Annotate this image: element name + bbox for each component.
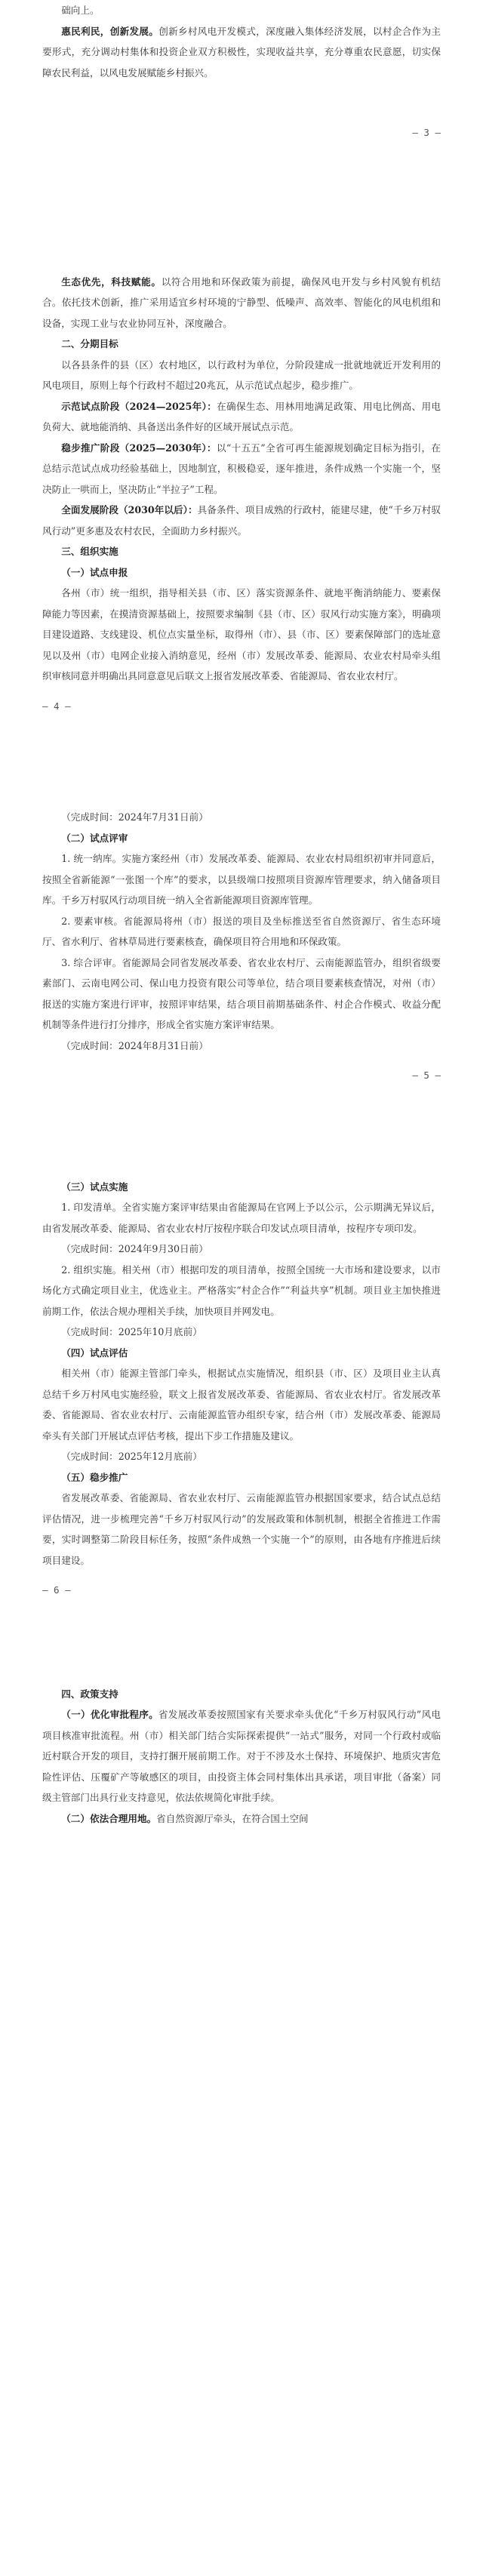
paragraph: 2. 要素审核。省能源局将州（市）报送的项目及坐标推送至省自然资源厅、省生态环境厅、省水利厅、省林草局进行要素核查，确保项目符合用地和环保政策。 <box>42 915 441 947</box>
page-number: — 3 — <box>412 127 441 138</box>
paragraph: 各州（市）统一组织，指导相关县（市、区）落实资源条件、就地平衡消纳能力、要素保障能力等因素，在摸清资源基础上，按照要求编制《县（市、区）驭风行动实施方案》，明确项目建设道路、支线建设、机位点实量坐标，取得州（市）、县（市、区）要素保障部门的选址意见以及州（市）电网企业接入消纳意见，经州（市）发展改革委、能源局、农业农村局牵头组织审核同意并明确出具同意意见后联文上报省发展改革委、省能源局、省农业农村厅。 <box>42 587 441 682</box>
date-note: （完成时间：2024年8月31日前） <box>61 1039 208 1051</box>
page-number: — 5 — <box>412 1069 441 1081</box>
subsection-heading: （二）试点评审 <box>61 832 128 844</box>
paragraph: 惠民利民，创新发展。创新乡村风电开发模式，深度融入集体经济发展，以村企合作为主要形式，充分调动村集体和投资企业双方积极性，实现收益共享，充分尊重农民意愿，切实保障农民利益，以风电发展赋能乡村振兴。 <box>42 25 441 78</box>
paragraph: 1. 印发清单。全省实施方案评审结果由省能源局在官网上予以公示，公示期满无异议后，由省发展改革委、能源局、省农业农村厅按程序联合印发试点项目清单，按程序专项印发。 <box>42 1202 441 1234</box>
subsection-heading: （五）稳步推广 <box>61 1471 128 1483</box>
date-note: （完成时间：2024年7月31日前） <box>61 811 208 823</box>
page-number: — 4 — <box>42 700 71 712</box>
date-note: （完成时间：2024年9月30日前） <box>61 1243 208 1254</box>
paragraph: （一）优化审批程序。省发展改革委按照国家有关要求牵头优化“千乡万村驭风行动”风电项目核准审批流程。州（市）相关部门结合实际探索提供“一站式”服务，对同一个行政村或临近村联合开发的项目，支持打捆开展前期工作。对于不涉及水土保持、环境保护、地质灾害危险性评估、压覆矿产等敏感区的项目，由投资主体会同村集体出具承诺，项目审批（备案）同级主管部门出具行业支持意见，依法依规简化审批手续。 <box>42 1709 441 1803</box>
paragraph: 1. 统一纳库。实施方案经州（市）发展改革委、能源局、农业农村局组织初审并同意后，按照全省新能源“一张图一个库”的要求，以县级端口按照项目资源库管理要求，纳入储备项目库。千乡万村驭风行动项目统一纳入全省新能源项目资源库管理。 <box>42 853 441 906</box>
paragraph: 全面发展阶段（2030年以后）：具备条件、项目成熟的行政村，能建尽建，使“千乡万村驭风行动”更多惠及农村农民，全面助力乡村振兴。 <box>42 504 441 537</box>
paragraph: 以各县条件的县（区）农村地区，以行政村为单位，分阶段建成一批就地就近开发利用的风电项目，原则上每个行政村不超过20兆瓦，从示范试点起步，稳步推广。 <box>42 359 441 391</box>
subsection-heading: （三）试点实施 <box>61 1180 128 1193</box>
paragraph: 相关州（市）能源主管部门牵头，根据试点实施情况，组织县（市、区）及项目业主认真总结千乡万村风电实施经验，联文上报省发展改革委、省能源局、省农业农村厅。省发展改革委、省能源局、省农业农村厅、云南能源监管办组织专家，结合州（市）发展改革委、能源局牵头有关部门开展试点评估考核，提出下步工作措施及建议。 <box>42 1368 441 1442</box>
paragraph: 2. 组织实施。相关州（市）根据印发的项目清单，按照全国统一大市场和建设要求，以市场化方式确定项目业主，优选业主。严格落实“村企合作”“利益共享”机制。项目业主加快推进前期工作，依法合规办理相关手续，加快项目并网发电。 <box>42 1263 441 1317</box>
section-heading: 二、分期目标 <box>61 338 118 349</box>
subsection-heading: （四）试点评估 <box>61 1346 128 1359</box>
date-note: （完成时间：2025年10月底前） <box>61 1326 202 1337</box>
paragraph: 3. 综合评审。省能源局会同省发展改革委、省农业农村厅、云南能源监管办，组织省级要素部门、云南电网公司、保山电力投资有限公司等单位，结合项目要素核查情况，对州（市）报送的实施方案进行评审，按照评审结果，结合项目前期基础条件、村企合作模式、收益分配机制等条件进行打分排序，形成全省实施方案评审结果。 <box>42 956 441 1030</box>
paragraph: 稳步推广阶段（2025—2030年）：以“十五五”全省可再生能源规划确定目标为指引，在总结示范试点成功经验基础上，因地制宜，积极稳妥，逐年推进，条件成熟一个实施一个，坚决防止一哄而上，坚决防止“半拉子”工程。 <box>42 442 441 495</box>
date-note: （完成时间：2025年12月底前） <box>61 1451 202 1462</box>
subsection-heading: （一）试点申报 <box>61 566 128 578</box>
paragraph: 础向上。 <box>61 5 100 16</box>
paragraph: 省发展改革委、省能源局、省农业农村厅、云南能源监管办根据国家要求，结合试点总结评估情况，进一步梳理完善“千乡万村驭风行动”的发展政策和体制机制，根据全省推进工作需要，实时调整第二阶段目标任务，按照“条件成熟一个实施一个”的原则，由各地有序推进后续项目建设。 <box>42 1492 441 1566</box>
paragraph: （二）依法合理用地。省自然资源厅牵头，在符合国土空间 <box>61 1812 309 1824</box>
page-number: — 6 — <box>42 1584 71 1596</box>
section-heading: 三、组织实施 <box>61 546 118 557</box>
paragraph: 生态优先，科技赋能。以符合用地和环保政策为前提，确保风电开发与乡村风貌有机结合。依托技术创新，推广采用适宜乡村环境的宁静型、低噪声、高效率、智能化的风电机组和设备，实现工业与农业协同互补，深度融合。 <box>42 275 441 329</box>
section-heading: 四、政策支持 <box>61 1688 118 1700</box>
paragraph: 示范试点阶段（2024—2025年）：在确保生态、用林用地满足政策、用电比例高、用电负荷大、就地能消纳、具备送出条件好的区域开展试点示范。 <box>42 400 441 432</box>
